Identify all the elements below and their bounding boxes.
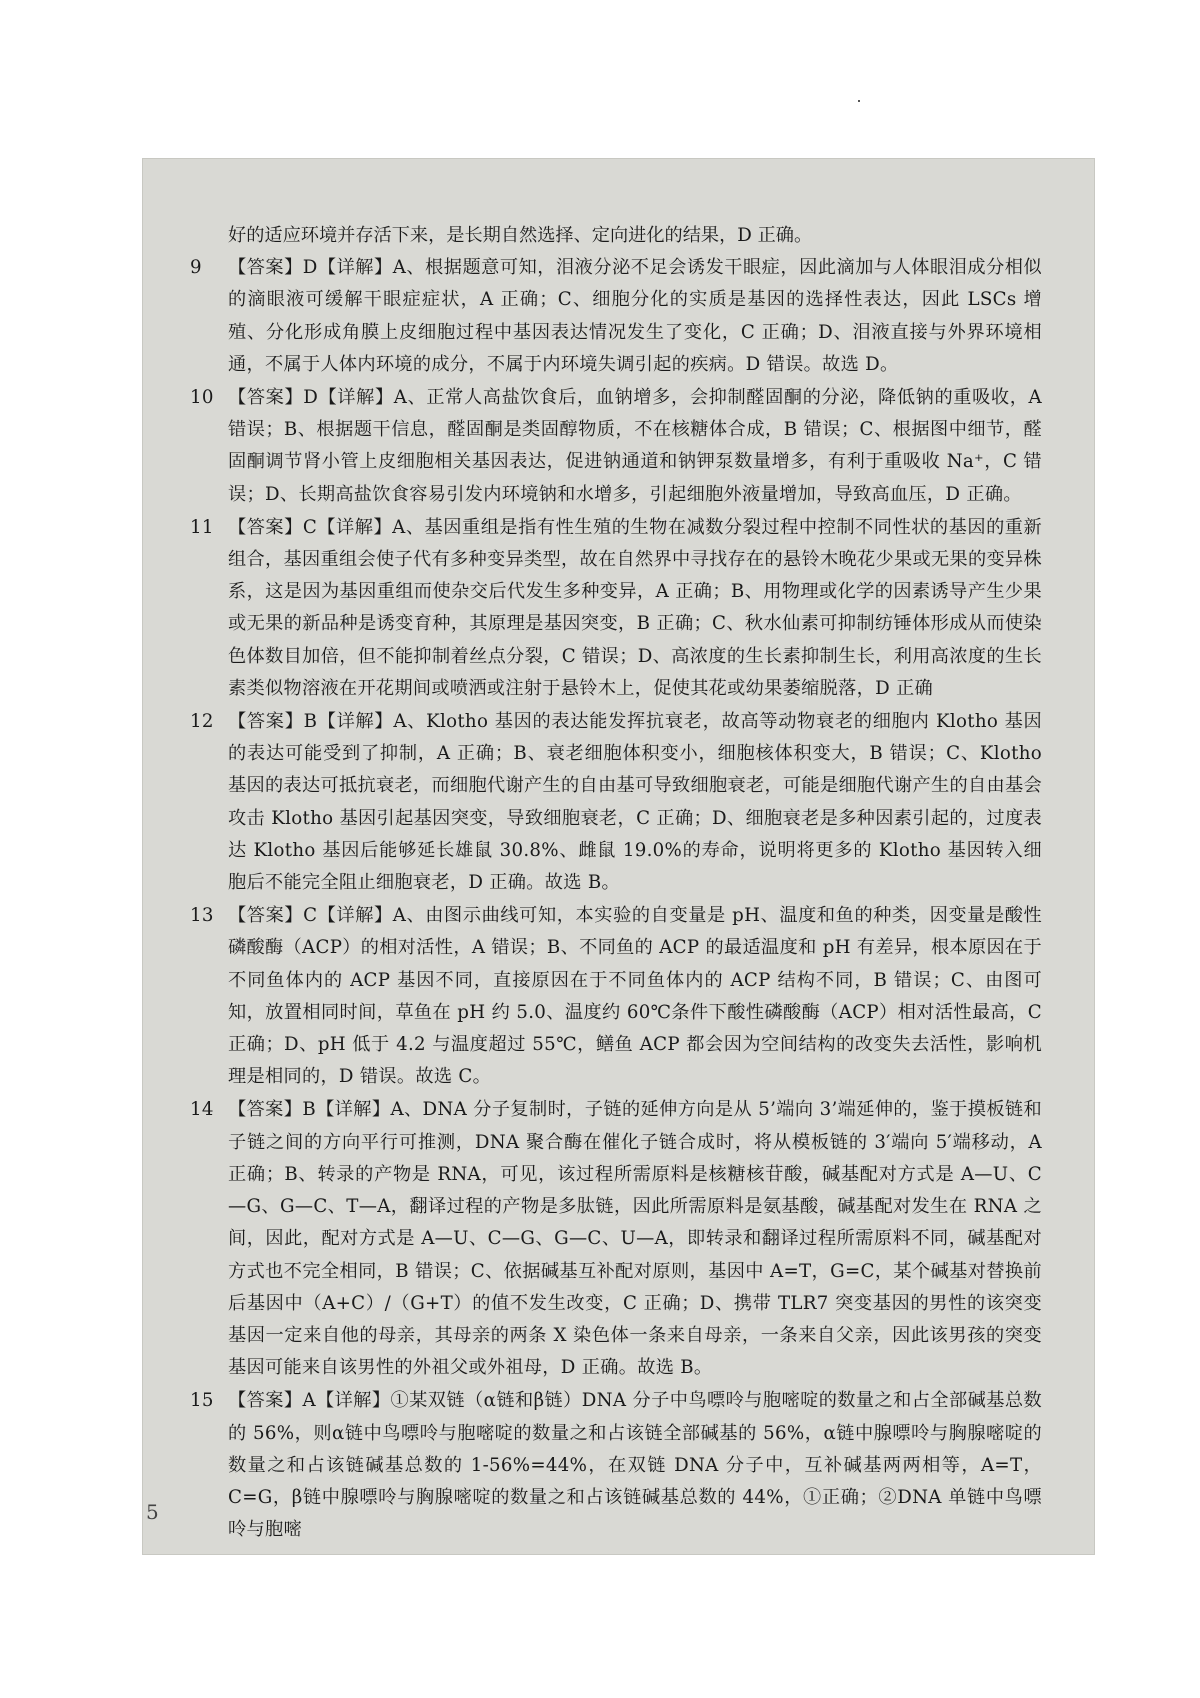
item-number: 11	[190, 516, 214, 538]
item-number: 12	[190, 711, 214, 733]
item-number: 9	[190, 257, 202, 279]
item-number: 10	[190, 387, 214, 409]
item-number: 13	[190, 905, 214, 927]
item-number: 15	[190, 1390, 214, 1412]
answer-text	[190, 220, 1042, 1546]
scanned-page	[142, 158, 1095, 1555]
answer-item-10	[190, 382, 1042, 511]
answer-item-15	[190, 1385, 1042, 1546]
item-number: 14	[190, 1099, 214, 1121]
item-text: 【答案】D【详解】A、根据题意可知，泪液分泌不足会诱发干眼症，因此滴加与人体眼泪成分相似的滴眼液可缓解干眼症症状，A 正确；C、细胞分化的实质是基因的选择性表达，因此 LSCs 增殖、分化形成角膜上皮细胞过程中基因表达情况发生了变化，C 正确；D、泪液直接与外界环境相通，不属于人体内环境的成分，不属于内环境失调引起的疾病。D 错误。故选 D。	[228, 257, 1042, 375]
speck	[858, 100, 860, 102]
item-text: 【答案】B【详解】A、DNA 分子复制时，子链的延伸方向是从 5’端向 3’端延伸的，鉴于摸板链和子链之间的方向平行可推测，DNA 聚合酶在催化子链合成时，将从模板链的 3′端向 5′端移动，A 正确；B、转录的产物是 RNA，可见，该过程所需原料是核糖核苷酸，碱基配对方式是 A—U、C—G、G—C、T—A，翻译过程的产物是多肽链，因此所需原料是氨基酸，碱基配对发生在 RNA 之间，因此，配对方式是 A—U、C—G、G—C、U—A，即转录和翻译过程所需原料不同，碱基配对方式也不完全相同，B 错误；C、依据碱基互补配对原则，基因中 A=T，G=C，某个碱基对替换前后基因中（A+C）/（G+T）的值不发生改变，C 正确；D、携带 TLR7 突变基因的男性的该突变基因一定来自他的母亲，其母亲的两条 X 染色体一条来自母亲，一条来自父亲，因此该男孩的突变基因可能来自该男性的外祖父或外祖母，D 正确。故选 B。	[228, 1099, 1042, 1379]
item-text: 【答案】C【详解】A、由图示曲线可知，本实验的自变量是 pH、温度和鱼的种类，因变量是酸性磷酸酶（ACP）的相对活性，A 错误；B、不同鱼的 ACP 的最适温度和 pH 有差异，根本原因在于不同鱼体内的 ACP 基因不同，直接原因在于不同鱼体内的 ACP 结构不同，B 错误；C、由图可知，放置相同时间，草鱼在 pH 约 5.0、温度约 60℃条件下酸性磷酸酶（ACP）相对活性最高，C 正确；D、pH 低于 4.2 与温度超过 55℃，鳝鱼 ACP 都会因为空间结构的改变失去活性，影响机理是相同的，D 错误。故选 C。	[228, 905, 1042, 1088]
item-text: 【答案】D【详解】A、正常人高盐饮食后，血钠增多，会抑制醛固酮的分泌，降低钠的重吸收，A 错误；B、根据题干信息，醛固酮是类固醇物质，不在核糖体合成，B 错误；C、根据图中细节，醛固酮调节肾小管上皮细胞相关基因表达，促进钠通道和钠钾泵数量增多，有利于重吸收 Na⁺，C 错误；D、长期高盐饮食容易引发内环境钠和水增多，引起细胞外液量增加，导致高血压，D 正确。	[228, 387, 1042, 505]
answer-item-9	[190, 252, 1042, 381]
item-text: 【答案】C【详解】A、基因重组是指有性生殖的生物在减数分裂过程中控制不同性状的基因的重新组合，基因重组会使子代有多种变异类型，故在自然界中寻找存在的悬铃木晚花少果或无果的变异株系，这是因为基因重组而使杂交后代发生多种变异，A 正确；B、用物理或化学的因素诱导产生少果或无果的新品种是诱变育种，其原理是基因突变，B 正确；C、秋水仙素可抑制纺锤体形成从而使染色体数目加倍，但不能抑制着丝点分裂，C 错误；D、高浓度的生长素抑制生长，利用高浓度的生长素类似物溶液在开花期间或喷洒或注射于悬铃木上，促使其花或幼果萎缩脱落，D 正确	[228, 516, 1042, 699]
page-number: 5	[146, 1500, 159, 1524]
lead-line: 好的适应环境并存活下来，是长期自然选择、定向进化的结果，D 正确。	[228, 225, 813, 246]
answer-item-12	[190, 706, 1042, 899]
item-text: 【答案】A【详解】①某双链（α链和β链）DNA 分子中鸟嘌呤与胞嘧啶的数量之和占全部碱基总数的 56%，则α链中鸟嘌呤与胞嘧啶的数量之和占该链全部碱基的 56%，α链中腺嘌呤与胸腺嘧啶的数量之和占该链碱基总数的 1-56%=44%，在双链 DNA 分子中，互补碱基两两相等，A=T，C=G，β链中腺嘌呤与胸腺嘧啶的数量之和占该链碱基总数的 44%，①正确；②DNA 单链中鸟嘌呤与胞嘧	[228, 1390, 1042, 1541]
answer-item-11	[190, 512, 1042, 705]
item-text: 【答案】B【详解】A、Klotho 基因的表达能发挥抗衰老，故高等动物衰老的细胞内 Klotho 基因的表达可能受到了抑制，A 正确；B、衰老细胞体积变小，细胞核体积变大，B 错误；C、Klotho 基因的表达可抵抗衰老，而细胞代谢产生的自由基可导致细胞衰老，可能是细胞代谢产生的自由基会攻击 Klotho 基因引起基因突变，导致细胞衰老，C 正确；D、细胞衰老是多种因素引起的，过度表达 Klotho 基因后能够延长雄鼠 30.8%、雌鼠 19.0%的寿命，说明将更多的 Klotho 基因转入细胞后不能完全阻止细胞衰老，D 正确。故选 B。	[228, 711, 1042, 894]
answer-item-14	[190, 1094, 1042, 1384]
answer-item-13	[190, 900, 1042, 1093]
